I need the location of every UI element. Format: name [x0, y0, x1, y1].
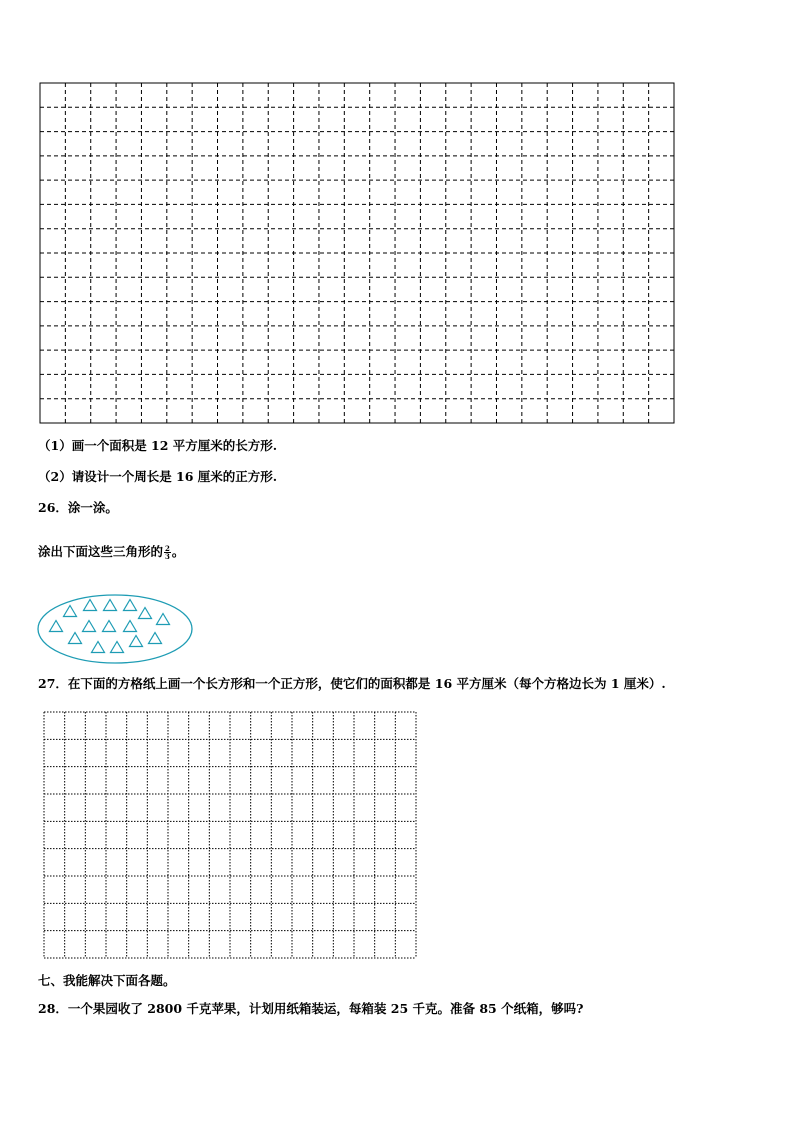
triangle-icon — [92, 642, 105, 653]
q26-title: 26．涂一涂。 — [38, 500, 118, 515]
triangle-icon — [84, 600, 97, 611]
grid-paper-2[interactable] — [43, 711, 419, 961]
triangle-icon — [103, 621, 116, 632]
q26-instruction — [38, 544, 184, 560]
q27-text: 27．在下面的方格纸上画一个长方形和一个正方形，使它们的面积都是 16 平方厘米（每个方格边长为 1 厘米）. — [38, 676, 666, 691]
triangle-icon — [124, 600, 137, 611]
triangle-icon — [104, 600, 117, 611]
grid-paper-2-svg — [43, 711, 419, 961]
triangle-icon — [124, 621, 137, 632]
fraction-numerator: 2 — [165, 544, 170, 553]
triangle-icon — [111, 642, 124, 653]
triangle-icon — [149, 633, 162, 644]
q25-part2: （2）请设计一个周长是 16 厘米的正方形. — [38, 469, 278, 484]
grid-paper-1-svg — [39, 82, 675, 424]
fraction-denominator: 3 — [165, 552, 170, 561]
triangle-icon — [139, 608, 152, 619]
section7-title: 七、我能解决下面各题。 — [38, 973, 176, 988]
q26-instruction-suffix: 。 — [171, 544, 185, 559]
q25-part1: （1）画一个面积是 12 平方厘米的长方形. — [38, 438, 278, 453]
triangle-icon — [157, 614, 170, 625]
triangle-ellipse-svg — [37, 593, 197, 665]
triangle-ellipse-group — [37, 593, 197, 669]
triangle-icon — [130, 636, 143, 647]
grid-paper-1[interactable] — [39, 82, 675, 424]
triangle-icon — [50, 621, 63, 632]
q28-text: 28．一个果园收了 2800 千克苹果，计划用纸箱装运，每箱装 25 千克。准备 85 个纸箱，够吗? — [38, 1001, 584, 1016]
triangle-icon — [69, 633, 82, 644]
q26-instruction-prefix: 涂出下面这些三角形的 — [38, 544, 164, 559]
triangle-icon — [83, 621, 96, 632]
triangle-icon — [64, 606, 77, 617]
fraction-two-thirds — [164, 545, 171, 560]
